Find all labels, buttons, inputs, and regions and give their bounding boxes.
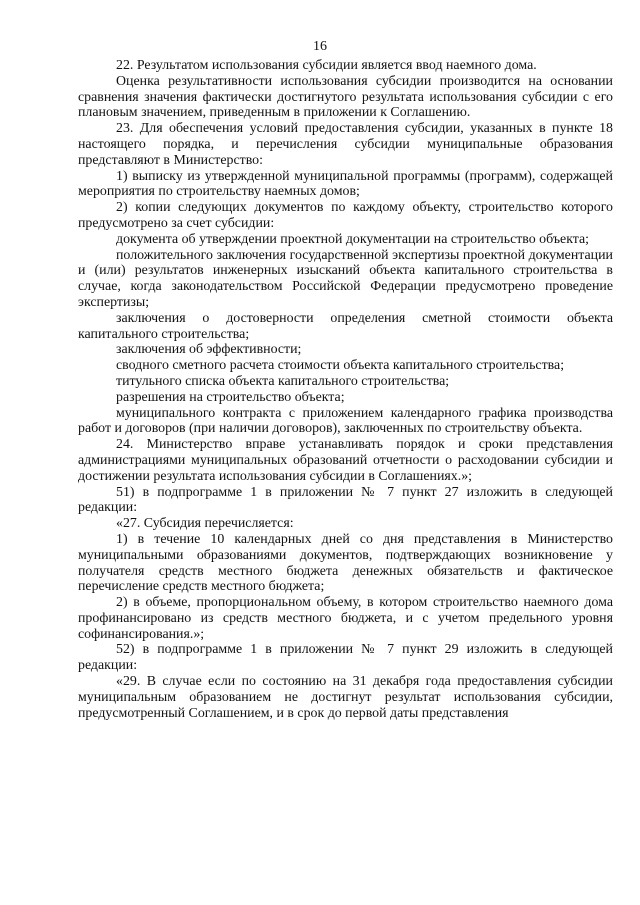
paragraph: «29. В случае если по состоянию на 31 декабря года предоставления субсидии муниципальным образованием не достигнут результат использования субсидии, предусмотренный Соглашением, и в срок до первой даты представления (78, 674, 613, 721)
paragraph: разрешения на строительство объекта; (116, 389, 345, 405)
paragraph: «27. Субсидия перечисляется: (116, 516, 294, 532)
paragraph: Оценка результативности использования субсидии производится на основании сравнения значения фактически достигнутого результата использования субсидии с его плановым значением, приведенным в приложении к Соглашению. (78, 73, 613, 121)
paragraph: 2) копии следующих документов по каждому объекту, строительство которого предусмотрено за счет субсидии: (78, 200, 613, 231)
paragraph: 23. Для обеспечения условий предоставления субсидии, указанных в пункте 18 настоящего порядка, и перечисления субсидии муниципальные образования представляют в Министерство: (78, 121, 613, 168)
page-number: 16 (313, 39, 327, 54)
paragraph: муниципального контракта с приложением календарного графика производства работ и договоров (при наличии договоров), заключенных по строительству объекта. (78, 405, 613, 437)
paragraph: заключения об эффективности; (116, 342, 302, 358)
paragraph: 1) выписку из утвержденной муниципальной программы (программ), содержащей мероприятия по строительству наемных домов; (78, 168, 613, 200)
paragraph: документа об утверждении проектной документации на строительство объекта; (116, 231, 590, 247)
paragraph: 22. Результатом использования субсидии является ввод наемного дома. (116, 58, 537, 73)
paragraph: заключения о достоверности определения сметной стоимости объекта капитального строительства; (78, 310, 613, 342)
paragraph: сводного сметного расчета стоимости объекта капитального строительства; (116, 358, 565, 374)
paragraph: 52) в подпрограмме 1 в приложении № 7 пункт 29 изложить в следующей редакции: (78, 642, 613, 674)
paragraph: титульного списка объекта капитального строительства; (116, 373, 450, 389)
paragraph: 2) в объеме, пропорциональном объему, в котором строительство наемного дома профинансировано из средств местного бюджета, и с учетом предельного уровня софинансирования.»; (78, 595, 613, 642)
paragraph: 51) в подпрограмме 1 в приложении № 7 пункт 27 изложить в следующей редакции: (78, 484, 613, 516)
document-body (78, 58, 613, 721)
paragraph: 1) в течение 10 календарных дней со дня представления в Министерство муниципальными образованиями документов, подтверждающих возникновение у получателя средств местного бюджета денежных обязательств и фактическое перечисление средств местного бюджета; (78, 531, 613, 595)
paragraph: 24. Министерство вправе устанавливать порядок и сроки представления администрациями муниципальных образований отчетности о расходовании субсидии и достижении результата использования субсидии в Соглашениях.»; (78, 437, 613, 484)
paragraph: положительного заключения государственной экспертизы проектной документации и (или) результатов инженерных изысканий объекта капитального строительства в случае, когда законодательством Российской Федерации предусмотрено проведение экспертизы; (78, 247, 613, 310)
